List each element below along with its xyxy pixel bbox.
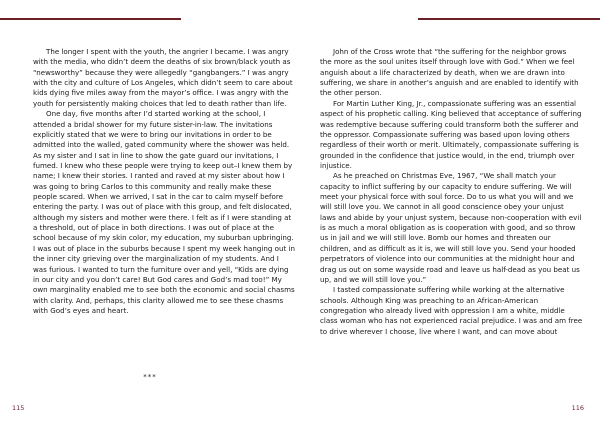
text-line: “newsworthy” because they were allegedly “gangbangers.” I was angry	[33, 67, 289, 77]
text-line: perpetrators of violence into our communities at the midnight hour and	[320, 254, 575, 264]
paragraph	[320, 171, 582, 285]
paragraph	[320, 285, 583, 337]
text-line: injustice.	[320, 160, 352, 170]
text-line: in our city and you don’t care! But God cares and God’s mad too!” My	[33, 274, 282, 284]
text-line: drag us out on some wayside road and leave us half-dead as you beat us	[320, 264, 580, 274]
section-separator: ***	[143, 373, 157, 381]
text-line: class woman who has not experienced racial prejudice. I was and am free	[320, 316, 583, 326]
text-line: attended a bridal shower for my future sister-in-law. The invitations	[33, 119, 273, 129]
text-line: is as much a moral obligation as is cooperation with good, and so throw	[320, 223, 576, 233]
text-line: a threshold, out of place in both directions. I was out of place at the	[33, 223, 274, 233]
text-line: I was out of place in the suburbs because I spent my week hanging out in	[33, 243, 295, 253]
text-line: the other person.	[320, 88, 382, 98]
text-line: us in jail and we will still love. Bomb our homes and threaten our	[320, 233, 551, 243]
text-line: people scared. When we arrived, I sat in the car to calm myself before	[33, 192, 283, 202]
text-line: own marginality enabled me to see both the economic and social chasms	[33, 285, 295, 295]
text-line: youth for persistently making choices that led to death rather than life.	[33, 98, 287, 108]
text-line: explicitly stated that we were to bring our invitations in order to be	[33, 129, 272, 139]
text-line: aspect of his prophetic calling. King believed that acceptance of suffering	[320, 109, 582, 119]
text-line: with the city and culture of Los Angeles, which didn’t seem to care about	[33, 78, 293, 88]
text-line: I tasted compassionate suffering while working at the alternative	[333, 285, 565, 295]
page-number: 116	[571, 404, 584, 412]
text-line: suffering, we share in another’s anguish and are enabled to identify with	[320, 78, 579, 88]
text-line: was furious. I wanted to turn the furniture over and yell, “Kids are dying	[33, 264, 289, 274]
text-line: with God’s eyes and heart.	[33, 305, 129, 315]
paragraph	[320, 47, 579, 99]
text-line: with the media, who didn’t deem the deaths of six brown/black youth as	[33, 57, 291, 67]
header-rule	[418, 18, 600, 20]
paragraph	[33, 109, 295, 316]
right-page-body	[320, 47, 583, 337]
text-line: For Martin Luther King, Jr., compassionate suffering was an essential	[333, 98, 577, 108]
text-line: with clarity. And, perhaps, this clarity allowed me to see these chasms	[33, 295, 284, 305]
right-page	[300, 0, 600, 424]
text-line: the more as the soul unites itself through love with God.” When we feel	[320, 57, 575, 67]
text-line: the inner city grieving over the marginalization of my students. And I	[33, 254, 279, 264]
text-line: entering the party. I was out of place with this group, and felt dislocated,	[33, 202, 292, 212]
text-line: to drive wherever I choose, live where I want, and can move about	[320, 326, 558, 336]
text-line: As he preached on Christmas Eve, 1967, “We shall match your	[333, 171, 556, 181]
text-line: grounded in the confidence that justice would, in the end, triumph over	[320, 150, 575, 160]
page-number: 115	[12, 404, 25, 412]
text-line: school because of my skin color, my education, my suburban upbringing.	[33, 233, 294, 243]
text-line: As my sister and I sat in line to show the gate guard our invitations, I	[33, 150, 279, 160]
text-line: anguish about a life characterized by death, when we are drawn into	[320, 67, 565, 77]
text-line: fumed. I knew who these people were trying to keep out–I knew them by	[33, 160, 293, 170]
text-line: meet your physical force with soul force. Do to us what you will and we	[320, 192, 574, 202]
text-line: will still love you. We cannot in all good conscience obey your unjust	[320, 202, 564, 212]
header-rule	[0, 18, 181, 20]
text-line: One day, five months after I’d started working at the school, I	[46, 109, 266, 119]
text-line: regardless of their worth or merit. Ultimately, compassionate suffering is	[320, 140, 579, 150]
text-line: schools. Although King was preaching to an African-American	[320, 295, 539, 305]
text-line: name; I knew their stories. I ranted and raved at my sister about how I	[33, 171, 285, 181]
text-line: laws and abide by your unjust system, because non-cooperation with evil	[320, 212, 582, 222]
left-page-body	[33, 47, 295, 316]
text-line: The longer I spent with the youth, the angrier I became. I was angry	[46, 47, 289, 56]
paragraph	[33, 47, 293, 109]
text-line: children, and as difficult as it is, we will still love you. Send your hooded	[320, 243, 576, 253]
text-line: was redemptive because suffering could transform both the sufferer and	[320, 119, 579, 129]
text-line: kids dying five miles away from the mayor’s office. I was angry with the	[33, 88, 289, 98]
text-line: John of the Cross wrote that “the suffering for the neighbor grows	[333, 47, 567, 56]
text-line: up, and we will still love you.”	[320, 274, 427, 284]
text-line: was going to bring Carlos to this community and really make these	[33, 181, 272, 191]
text-line: capacity to inflict suffering by our capacity to endure suffering. We will	[320, 181, 572, 191]
paragraph	[320, 98, 582, 172]
text-line: although my sisters and mother were there. I felt as if I were standing at	[33, 212, 292, 222]
text-line: admitted into the walled, gated community where the shower was held.	[33, 140, 290, 150]
text-line: congregation who already lived with oppression I am a white, middle	[320, 305, 565, 315]
text-line: the oppressor. Compassionate suffering was based upon loving others	[320, 129, 570, 139]
